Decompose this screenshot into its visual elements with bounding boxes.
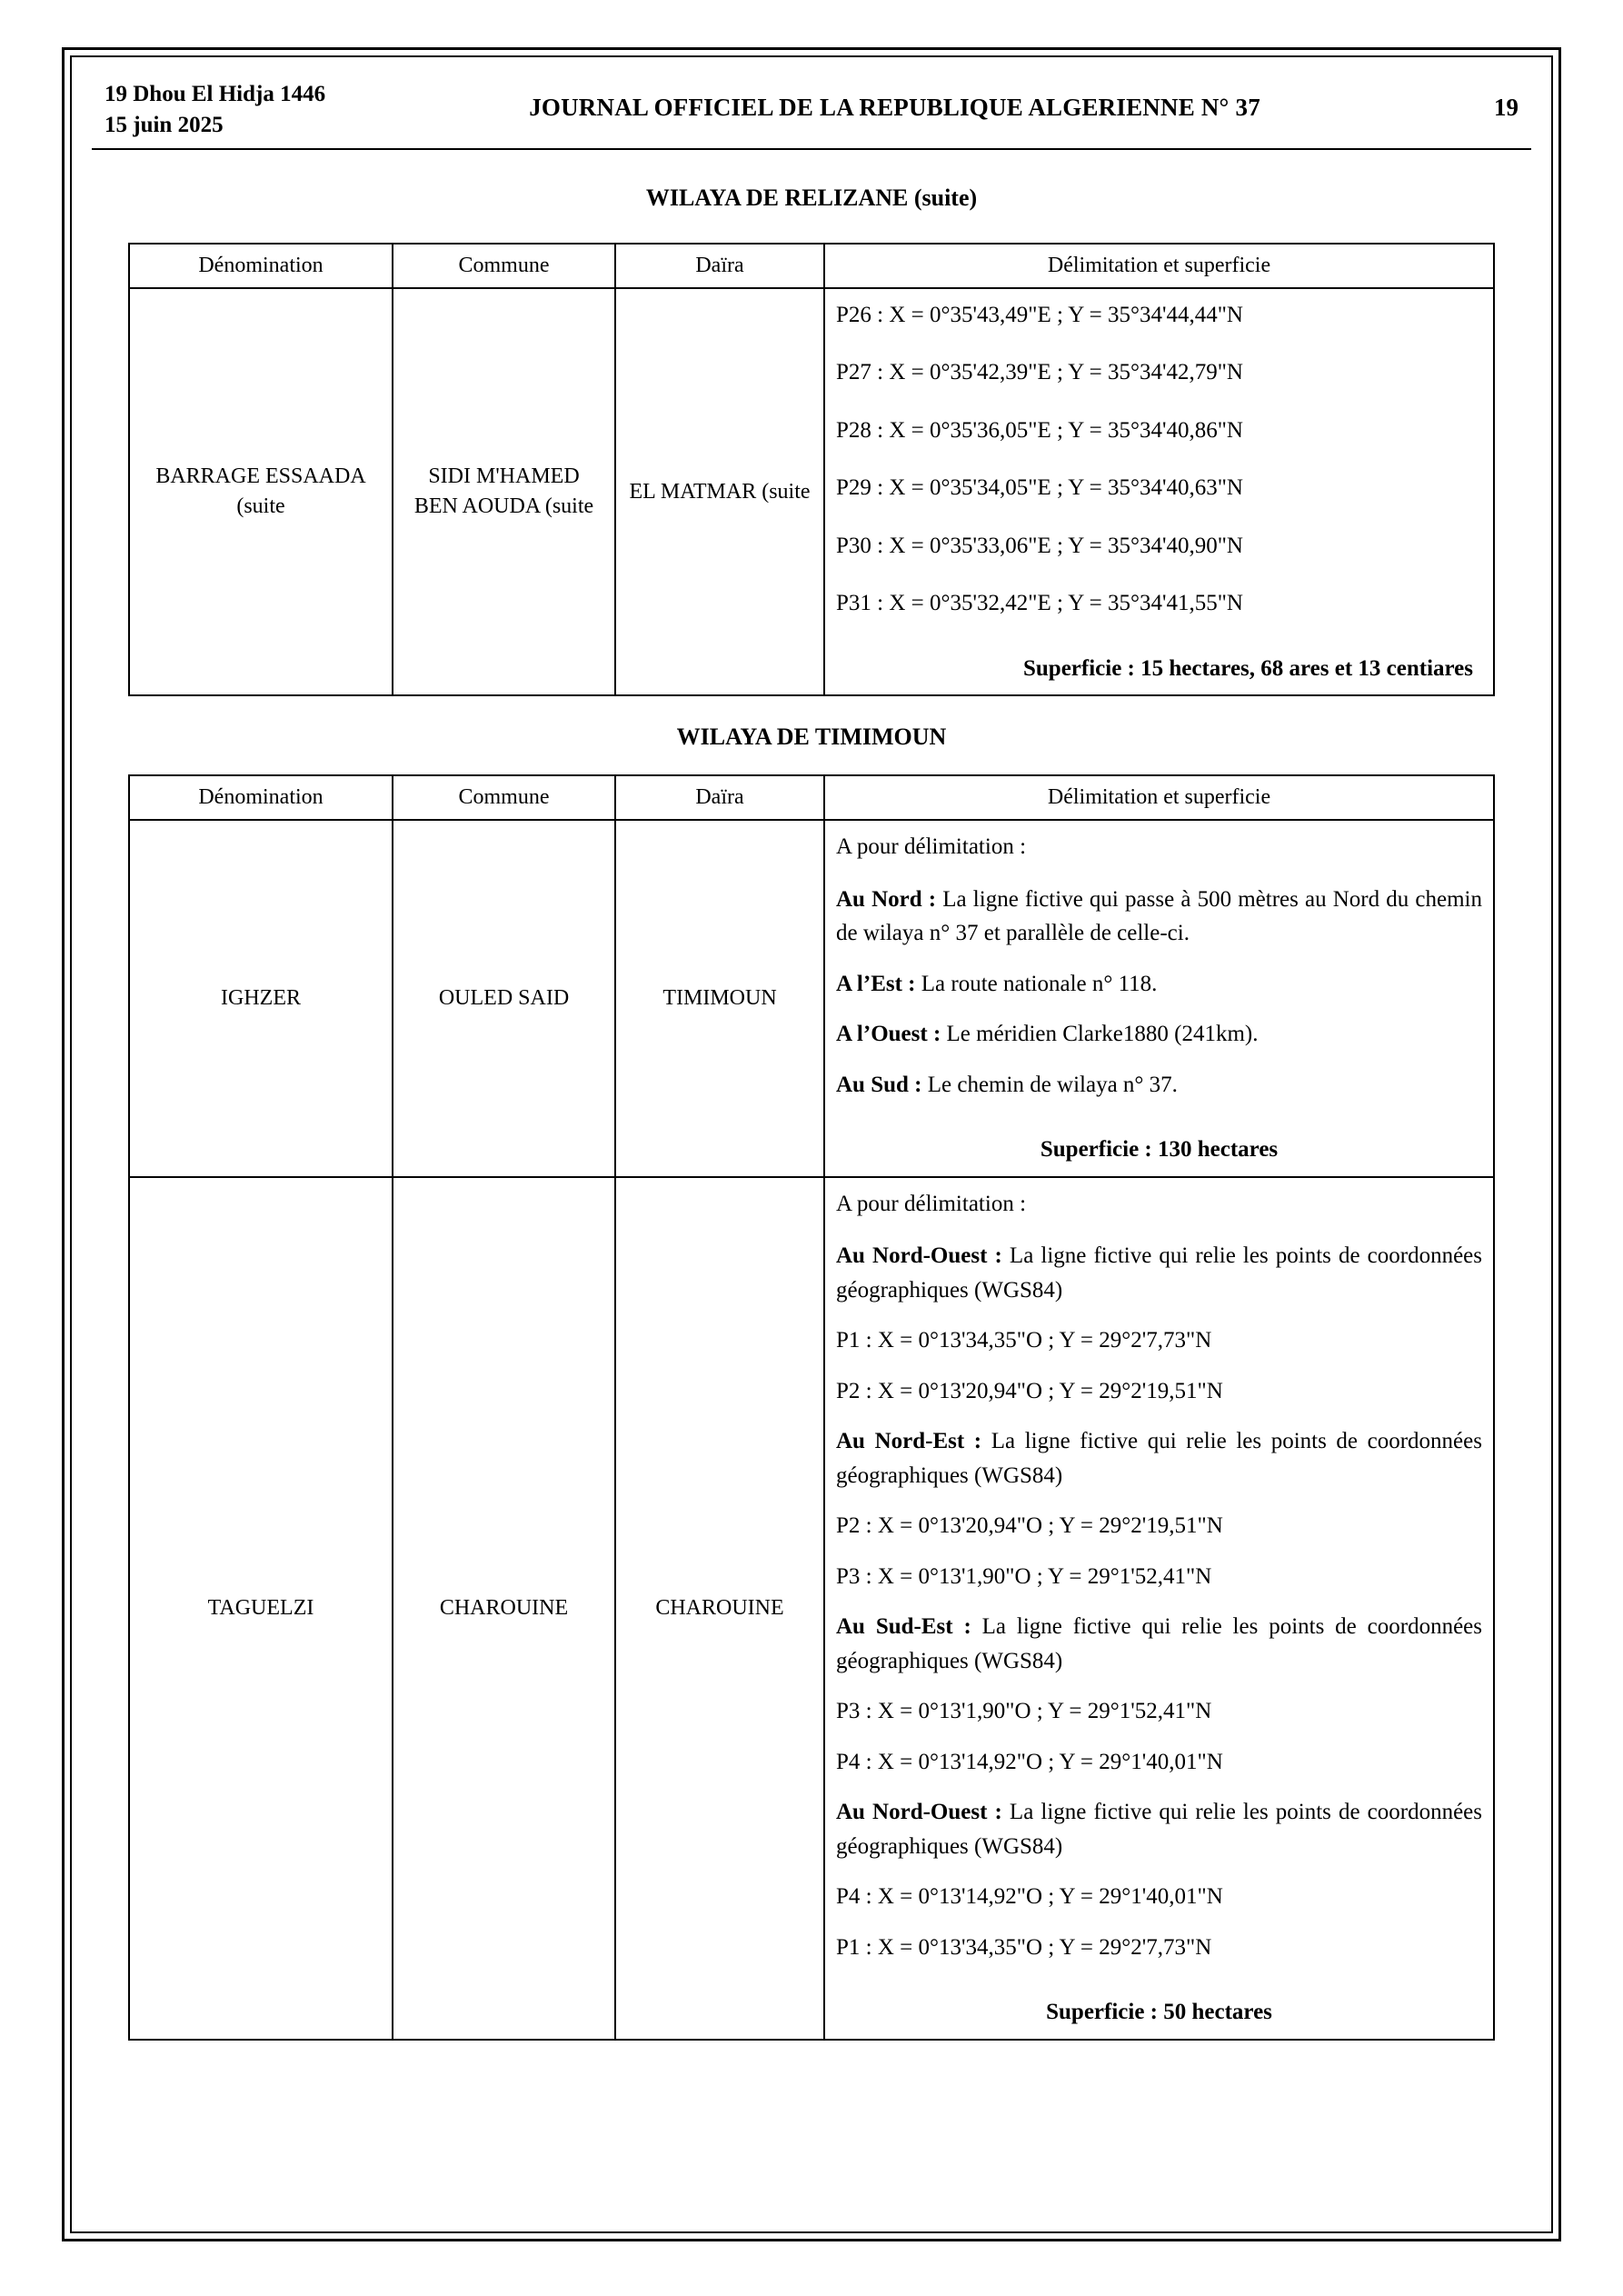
table-timimoun xyxy=(128,774,1495,2041)
direction-label: A l’Ouest : xyxy=(836,1022,941,1046)
header-page-number: 19 xyxy=(1494,94,1518,121)
coordinate-line: P1 : X = 0°13'34,35"O ; Y = 29°2'7,73"N xyxy=(836,1328,1212,1353)
header-date-gregorian: 15 juin 2025 xyxy=(105,112,224,137)
delimitation-intro: A pour délimitation : xyxy=(836,1191,1027,1216)
cell-daira: CHAROUINE xyxy=(615,1177,824,2040)
table-row xyxy=(129,820,1494,1177)
column-header-denomination: Dénomination xyxy=(129,775,393,820)
delimitation-paragraph xyxy=(836,1017,1482,1052)
direction-label: Au Sud : xyxy=(836,1072,922,1097)
delimitation-paragraph xyxy=(836,1424,1482,1492)
column-header-commune: Commune xyxy=(393,775,615,820)
coordinate-line: P28 : X = 0°35'36,05"E ; Y = 35°34'40,86"N xyxy=(836,417,1243,443)
cell-daira: TIMIMOUN xyxy=(615,820,824,1177)
cell-denomination: TAGUELZI xyxy=(129,1177,393,2040)
delimitation-intro: A pour délimitation : xyxy=(836,834,1027,859)
page-border-inner xyxy=(70,55,1553,2233)
coordinate-line: P4 : X = 0°13'14,92"O ; Y = 29°1'40,01"N xyxy=(836,1884,1223,1909)
superficie-total: Superficie : 130 hectares xyxy=(1040,1137,1279,1162)
coordinate-line: P27 : X = 0°35'42,39"E ; Y = 35°34'42,79"N xyxy=(836,360,1243,384)
header-title: JOURNAL OFFICIEL DE LA REPUBLIQUE ALGERIENNE N° 37 xyxy=(529,94,1260,121)
superficie-total: Superficie : 15 hectares, 68 ares et 13 centiares xyxy=(1022,655,1473,681)
column-header-commune: Commune xyxy=(393,244,615,288)
direction-text: La ligne fictive qui relie les points de coordonnées géographiques (WGS84) xyxy=(836,1614,1482,1673)
cell-commune: OULED SAID xyxy=(393,820,615,1177)
coordinate-line: P2 : X = 0°13'20,94"O ; Y = 29°2'19,51"N xyxy=(836,1513,1223,1538)
page-header xyxy=(92,70,1531,150)
direction-text: Le chemin de wilaya n° 37. xyxy=(921,1072,1178,1097)
header-date-hijri: 19 Dhou El Hidja 1446 xyxy=(105,82,326,106)
delimitation-paragraph xyxy=(836,1795,1482,1863)
coordinate-line: P26 : X = 0°35'43,49"E ; Y = 35°34'44,44"N xyxy=(836,302,1243,327)
cell-denomination: BARRAGE ESSAADA (suite xyxy=(129,288,393,696)
section-title-timimoun: WILAYA DE TIMIMOUN xyxy=(676,724,947,750)
column-header-denomination: Dénomination xyxy=(129,244,393,288)
column-header-daira: Daïra xyxy=(615,775,824,820)
coordinate-line: P3 : X = 0°13'1,90"O ; Y = 29°1'52,41"N xyxy=(836,1699,1212,1723)
direction-label: Au Nord-Est : xyxy=(836,1429,982,1453)
delimitation-paragraph xyxy=(836,1239,1482,1307)
table-header-row xyxy=(129,244,1494,288)
table-relizane xyxy=(128,243,1495,697)
direction-text: La ligne fictive qui relie les points de coordonnées géographiques (WGS84) xyxy=(836,1243,1482,1303)
cell-delimitation xyxy=(824,288,1494,696)
delimitation-paragraph xyxy=(836,1068,1482,1103)
column-header-daira: Daïra xyxy=(615,244,824,288)
column-header-delimitation: Délimitation et superficie xyxy=(824,775,1494,820)
header-dates xyxy=(105,79,325,141)
coordinate-line: P1 : X = 0°13'34,35"O ; Y = 29°2'7,73"N xyxy=(836,1934,1212,1960)
coordinate-line: P30 : X = 0°35'33,06"E ; Y = 35°34'40,90"N xyxy=(836,533,1243,558)
table-row xyxy=(129,1177,1494,2040)
cell-commune: SIDI M'HAMED BEN AOUDA (suite xyxy=(393,288,615,696)
column-header-delimitation: Délimitation et superficie xyxy=(824,244,1494,288)
table-header-row xyxy=(129,775,1494,820)
table-row xyxy=(129,288,1494,696)
cell-denomination: IGHZER xyxy=(129,820,393,1177)
delimitation-paragraph xyxy=(836,967,1482,1002)
direction-label: Au Nord-Ouest : xyxy=(836,1800,1002,1824)
coordinate-line: P4 : X = 0°13'14,92"O ; Y = 29°1'40,01"N xyxy=(836,1749,1223,1774)
direction-text: Le méridien Clarke1880 (241km). xyxy=(941,1022,1259,1046)
cell-delimitation xyxy=(824,820,1494,1177)
cell-daira: EL MATMAR (suite xyxy=(615,288,824,696)
cell-commune: CHAROUINE xyxy=(393,1177,615,2040)
direction-label: Au Nord : xyxy=(836,886,937,912)
direction-label: A l’Est : xyxy=(836,971,916,996)
section-title-relizane: WILAYA DE RELIZANE (suite) xyxy=(645,184,978,211)
direction-text: La ligne fictive qui relie les points de coordonnées géographiques (WGS84) xyxy=(836,1800,1482,1859)
delimitation-paragraph xyxy=(836,1610,1482,1678)
superficie-total: Superficie : 50 hectares xyxy=(1046,2000,1272,2024)
delimitation-paragraph xyxy=(836,883,1482,951)
coordinate-line: P29 : X = 0°35'34,05"E ; Y = 35°34'40,63"N xyxy=(836,475,1243,500)
direction-text: La route nationale n° 118. xyxy=(915,971,1158,996)
page-border-outer xyxy=(62,47,1561,2241)
direction-text: La ligne fictive qui passe à 500 mètres au Nord du chemin de wilaya n° 37 et parallèle de celle-ci. xyxy=(836,886,1482,945)
coordinate-line: P31 : X = 0°35'32,42"E ; Y = 35°34'41,55"N xyxy=(836,591,1243,615)
direction-label: Au Sud-Est : xyxy=(836,1614,971,1639)
coordinate-line: P3 : X = 0°13'1,90"O ; Y = 29°1'52,41"N xyxy=(836,1563,1212,1589)
direction-text: La ligne fictive qui relie les points de coordonnées géographiques (WGS84) xyxy=(836,1429,1482,1488)
coordinate-line: P2 : X = 0°13'20,94"O ; Y = 29°2'19,51"N xyxy=(836,1378,1223,1403)
cell-delimitation xyxy=(824,1177,1494,2040)
direction-label: Au Nord-Ouest : xyxy=(836,1243,1002,1268)
